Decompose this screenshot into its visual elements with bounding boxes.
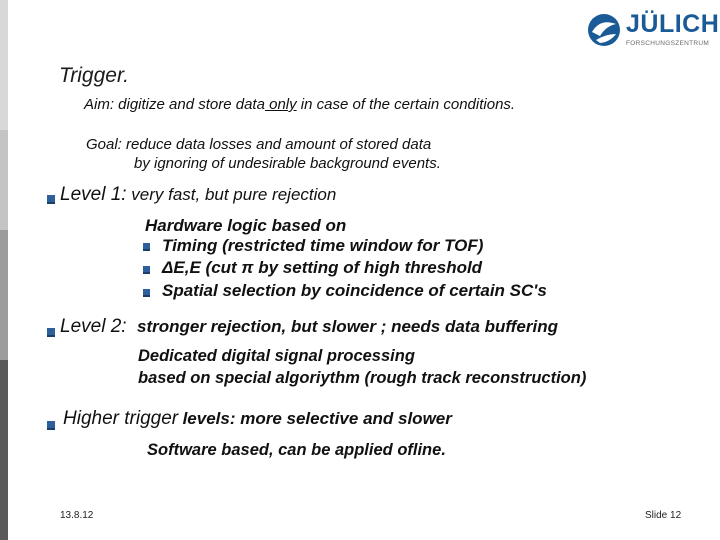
level1-item-bullet <box>143 289 150 297</box>
higher-trigger-heading: Higher trigger <box>63 408 179 429</box>
footer-date: 13.8.12 <box>60 510 94 521</box>
higher-trigger-line <box>63 408 452 430</box>
logo-mark-icon <box>586 12 622 48</box>
level2-detail-1: Dedicated digital signal processing <box>138 347 415 365</box>
level1-subheading: Hardware logic based on <box>145 216 347 235</box>
level1-item-spatial: Spatial selection by coincidence of certain SC's <box>162 281 547 300</box>
level1-item-energy-cut: ΔE,E (cut π by setting of high threshold <box>162 258 483 277</box>
level1-line <box>60 184 336 206</box>
higher-trigger-detail: Software based, can be applied ofline. <box>147 441 446 459</box>
level1-heading: Level 1: <box>60 184 127 205</box>
left-sidebar-bar <box>0 0 8 540</box>
level1-item-bullet <box>143 243 150 251</box>
goal-line-1: Goal: reduce data losses and amount of stored data <box>86 136 432 153</box>
aim-prefix: Aim: digitize and store data <box>84 96 265 113</box>
higher-trigger-summary: levels: more selective and slower <box>182 409 452 428</box>
level1-bullet <box>47 195 55 204</box>
aim-line <box>84 96 515 113</box>
higher-trigger-bullet <box>47 421 55 430</box>
level2-detail-2: based on special algoriythm (rough track reconstruction) <box>138 369 587 387</box>
level1-item-bullet <box>143 266 150 274</box>
goal-line-2: by ignoring of undesirable background events. <box>134 155 441 172</box>
level2-heading: Level 2: <box>60 316 127 337</box>
aim-suffix: in case of the certain conditions. <box>296 96 516 113</box>
aim-underlined: only <box>264 96 297 113</box>
level1-summary: very fast, but pure rejection <box>126 185 337 204</box>
logo-subtitle: FORSCHUNGSZENTRUM <box>626 40 710 47</box>
level1-item-timing: Timing (restricted time window for TOF) <box>162 236 484 255</box>
juelich-logo <box>586 8 720 54</box>
logo-wordmark: JÜLICH <box>626 10 720 38</box>
level2-line <box>60 316 558 338</box>
level2-summary: stronger rejection, but slower ; needs data buffering <box>137 317 558 336</box>
slide-title: Trigger. <box>59 64 130 87</box>
footer-slide-number: Slide 12 <box>645 510 682 521</box>
level2-bullet <box>47 328 55 337</box>
